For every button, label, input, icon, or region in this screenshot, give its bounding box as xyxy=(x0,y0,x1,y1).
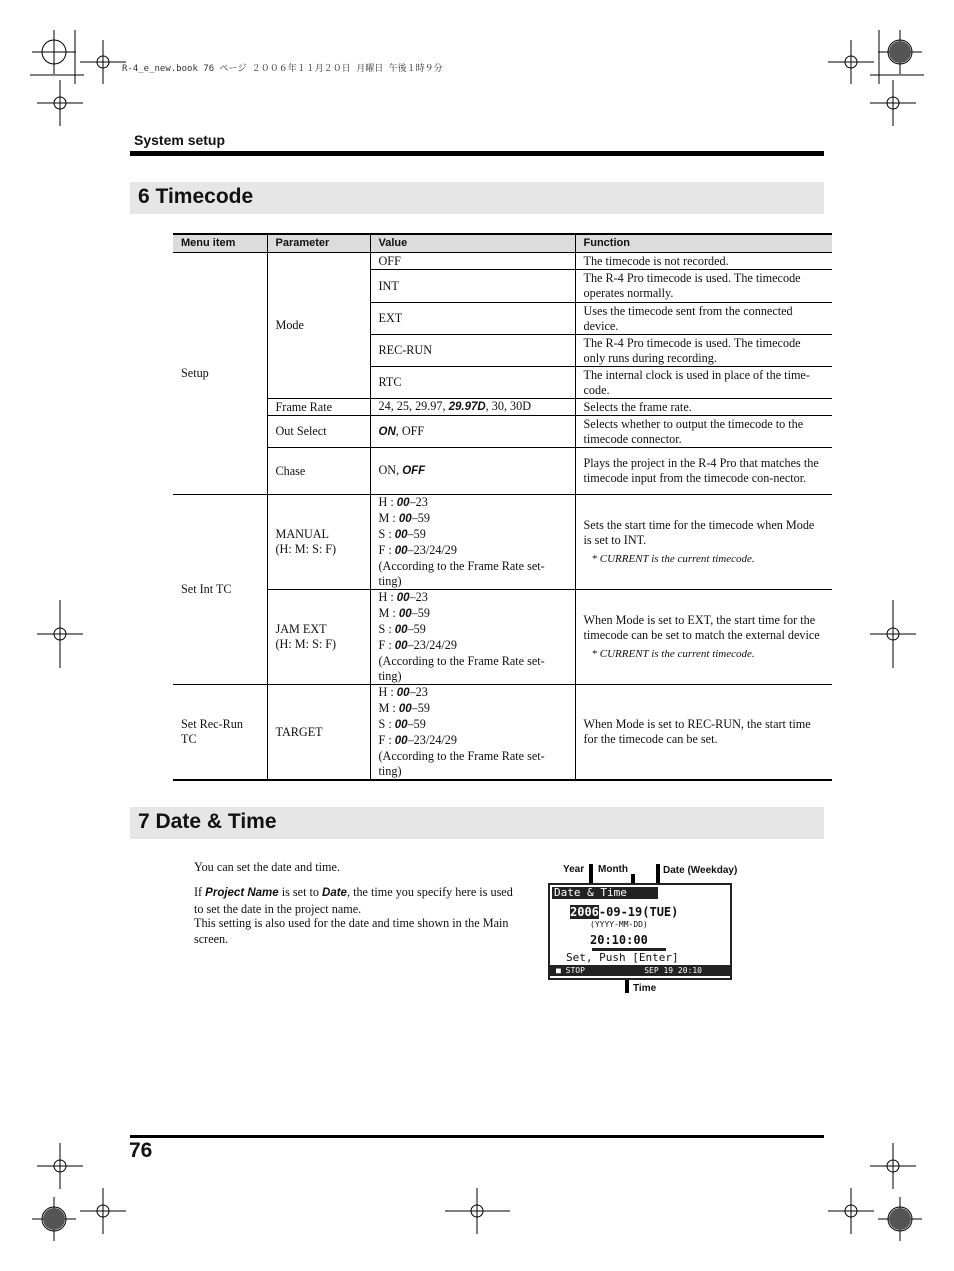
section-title-bar xyxy=(130,807,824,839)
emphasis: Project Name xyxy=(205,887,279,899)
table-row xyxy=(173,416,832,448)
running-header: System setup xyxy=(134,132,226,148)
range-hours: H : 00–23 xyxy=(378,495,428,509)
parameter-cell: Frame Rate xyxy=(267,399,370,416)
column-header: Function xyxy=(575,234,832,253)
function-cell xyxy=(575,590,832,685)
body-paragraph: This setting is also used for the date and time shown in the Main screen. xyxy=(194,916,509,946)
parameter-cell: TARGET xyxy=(267,685,370,781)
table-row xyxy=(173,399,832,416)
table-row xyxy=(173,448,832,495)
range-note: (According to the Frame Rate set-ting) xyxy=(378,654,545,683)
lcd-status-bar: ■ STOP SEP 19 20:10 xyxy=(550,965,730,976)
function-cell: The R-4 Pro timecode is used. The timecode operates normally. xyxy=(575,270,832,303)
lcd-time: 20:10:00 xyxy=(590,933,648,947)
parameter-cell: Chase xyxy=(267,448,370,495)
callout-date: Date (Weekday) xyxy=(663,865,738,876)
value-cell: RTC xyxy=(370,367,575,399)
range-note: (According to the Frame Rate set-ting) xyxy=(378,559,545,588)
parameter-cell: Out Select xyxy=(267,416,370,448)
function-cell: Selects whether to output the timecode to the timecode connector. xyxy=(575,416,832,448)
default-value: 29.97D xyxy=(448,401,486,413)
footnote: * CURRENT is the current timecode. xyxy=(591,647,755,660)
range-frames: F : 00–23/24/29 xyxy=(378,638,457,652)
value-cell: OFF xyxy=(370,253,575,270)
value-cell: EXT xyxy=(370,303,575,335)
value-text: ON, xyxy=(378,463,403,477)
header-rule xyxy=(130,151,824,156)
range-seconds: S : 00–59 xyxy=(378,527,426,541)
menu-item-cell: Setup xyxy=(173,253,267,495)
parameter-cell: Mode xyxy=(267,253,370,399)
lcd-format: (YYYY-MM-DD) xyxy=(590,920,648,929)
footer-rule xyxy=(130,1135,824,1138)
function-cell: Selects the frame rate. xyxy=(575,399,832,416)
table-header-row xyxy=(173,234,832,253)
column-header: Value xyxy=(370,234,575,253)
parameter-cell xyxy=(267,495,370,590)
param-line: JAM EXT xyxy=(275,622,327,636)
range-note: (According to the Frame Rate set-ting) xyxy=(378,749,545,778)
range-minutes: M : 00–59 xyxy=(378,701,430,715)
lcd-screen xyxy=(548,883,732,980)
value-text: , OFF xyxy=(395,423,425,438)
range-hours: H : 00–23 xyxy=(378,685,428,699)
value-cell xyxy=(370,416,575,448)
function-text: Sets the start time for the timecode when Mode is set to INT. xyxy=(583,517,815,547)
function-cell: Plays the project in the R-4 Pro that matches the timecode input from the timecode con-nector. xyxy=(575,448,832,495)
value-cell xyxy=(370,685,575,781)
menu-item-cell: Set Int TC xyxy=(173,495,267,685)
value-cell: REC-RUN xyxy=(370,335,575,367)
page-number: 76 xyxy=(129,1139,153,1162)
callout-year: Year xyxy=(563,864,585,875)
print-header: R-4_e_new.book 76 ページ ２００６年１１月２０日 月曜日 午後１時９分 xyxy=(122,64,443,74)
section-title-bar xyxy=(130,182,824,214)
value-cell xyxy=(370,590,575,685)
range-frames: F : 00–23/24/29 xyxy=(378,733,457,747)
param-line: (H: M: S: F) xyxy=(275,542,337,556)
value-text: 24, 25, 29.97, xyxy=(378,399,449,413)
footnote: * CURRENT is the current timecode. xyxy=(591,552,755,565)
range-frames: F : 00–23/24/29 xyxy=(378,543,457,557)
menu-item-cell: Set Rec-Run TC xyxy=(173,685,267,781)
parameter-cell xyxy=(267,590,370,685)
body-paragraph: You can set the date and time. xyxy=(194,860,340,874)
range-minutes: M : 00–59 xyxy=(378,511,430,525)
function-cell xyxy=(575,495,832,590)
function-cell: Uses the timecode sent from the connected device. xyxy=(575,303,832,335)
table-row xyxy=(173,590,832,685)
value-text: , 30, 30D xyxy=(485,399,532,413)
column-header: Parameter xyxy=(267,234,370,253)
lcd-title: Date & Time xyxy=(552,887,658,899)
lcd-prompt: Set, Push [Enter] xyxy=(566,951,679,964)
table-row xyxy=(173,495,832,590)
section-title: 6 Timecode xyxy=(138,185,254,208)
callout-month: Month xyxy=(598,864,628,875)
column-header: Menu item xyxy=(173,234,267,253)
value-cell xyxy=(370,399,575,416)
range-hours: H : 00–23 xyxy=(378,590,428,604)
body-paragraph: If Project Name is set to Date, the time you specify here is used to set the date in the project name. xyxy=(194,885,513,916)
range-minutes: M : 00–59 xyxy=(378,606,430,620)
function-cell: The timecode is not recorded. xyxy=(575,253,832,270)
value-cell xyxy=(370,495,575,590)
function-cell: The R-4 Pro timecode is used. The timecode only runs during recording. xyxy=(575,335,832,367)
range-seconds: S : 00–59 xyxy=(378,622,426,636)
range-seconds: S : 00–59 xyxy=(378,717,426,731)
timecode-table xyxy=(173,233,832,781)
function-cell: When Mode is set to REC-RUN, the start time for the timecode can be set. xyxy=(575,685,832,781)
default-value: ON xyxy=(378,425,396,438)
emphasis: Date xyxy=(322,887,347,899)
param-line: (H: M: S: F) xyxy=(275,637,337,651)
function-cell: The internal clock is used in place of the time-code. xyxy=(575,367,832,399)
table-row xyxy=(173,253,832,270)
param-line: MANUAL xyxy=(275,527,329,541)
callout-time: Time xyxy=(633,983,657,994)
lcd-date: 2006-09-19(TUE) xyxy=(570,905,679,919)
table-row xyxy=(173,685,832,781)
function-text: When Mode is set to EXT, the start time for the timecode can be set to match the external device xyxy=(583,612,820,642)
section-title: 7 Date & Time xyxy=(138,810,277,833)
value-cell: INT xyxy=(370,270,575,303)
value-cell xyxy=(370,448,575,495)
default-value: OFF xyxy=(402,465,426,477)
